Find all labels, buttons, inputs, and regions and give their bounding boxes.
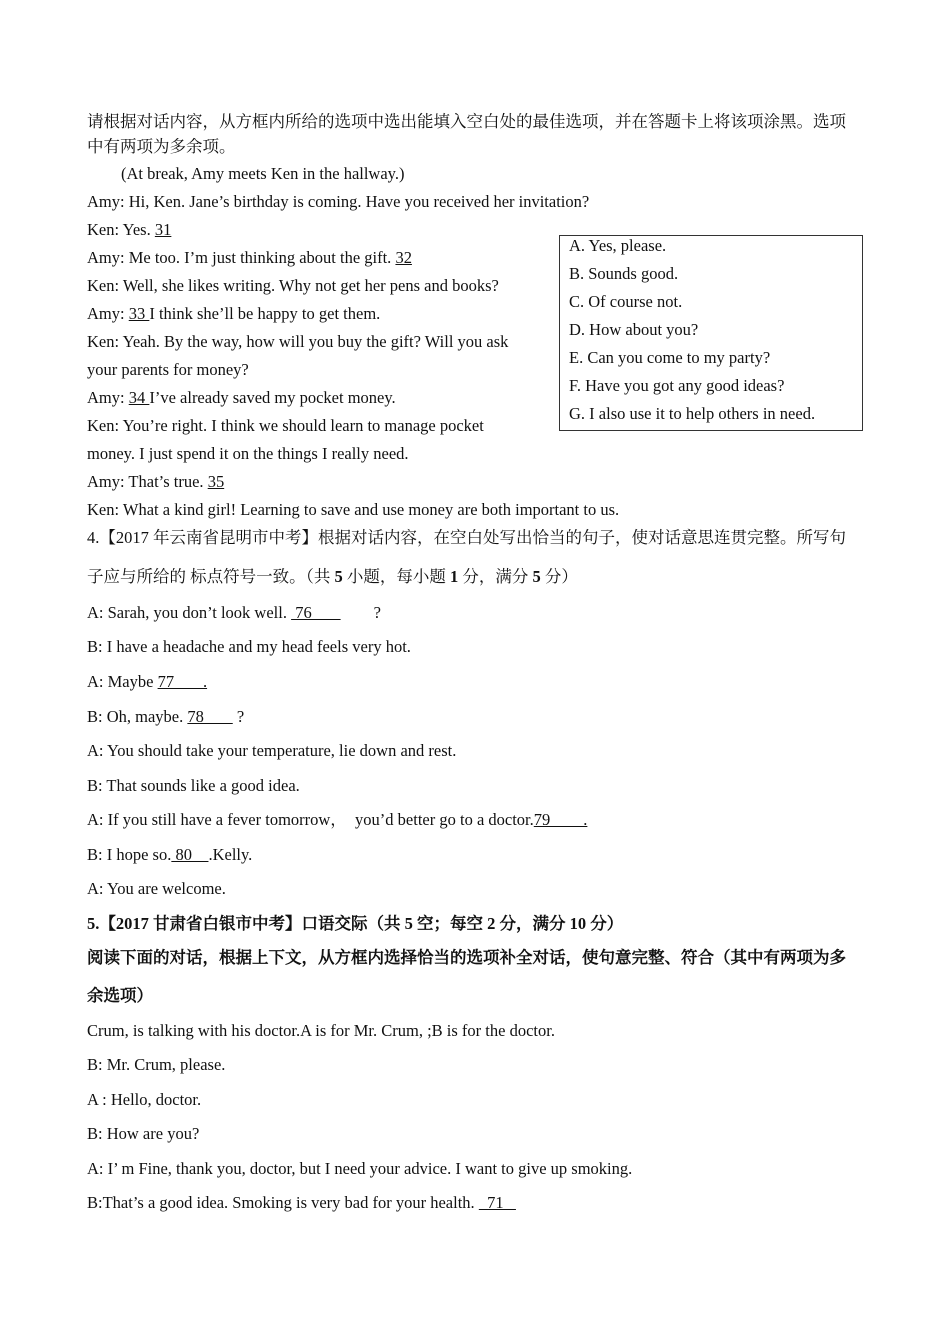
option-g: G. I also use it to help others in need.	[569, 404, 816, 423]
blank-32[interactable]: 32	[395, 248, 412, 267]
blank-35[interactable]: 35	[207, 472, 225, 491]
dialog-line: B: I hope so. 80 .Kelly.	[87, 845, 253, 864]
dialog-line: Ken: You’re right. I think we should learn to manage pocket	[87, 416, 484, 435]
dialog-line: A: I’ m Fine, thank you, doctor, but I need your advice. I want to give up smoking.	[87, 1159, 633, 1178]
dialog-line: B: I have a headache and my head feels very hot.	[87, 637, 411, 656]
dialog-line: B: How are you?	[87, 1124, 200, 1143]
blank-79[interactable]: 79 .	[533, 810, 588, 829]
blank-31[interactable]: 31	[154, 220, 172, 239]
dialog-line: B: Mr. Crum, please.	[87, 1055, 226, 1074]
blank-80[interactable]: 80	[171, 845, 209, 864]
dialog-line: Ken: What a kind girl! Learning to save and use money are both important to us.	[87, 500, 620, 519]
dialog-line: A: Maybe 77 .	[87, 672, 208, 691]
dialog-line: Ken: Well, she likes writing. Why not get her pens and books?	[87, 276, 499, 295]
dialog-line: A: Sarah, you don’t look well. 76 ?	[87, 603, 381, 622]
blank-77[interactable]: 77 .	[157, 672, 208, 691]
section-4-header: 4.【2017 年云南省昆明市中考】根据对话内容，在空白处写出恰当的句子，使对话意思连贯完整。所写句	[87, 528, 846, 547]
dialog-line: B:That’s a good idea. Smoking is very bad for your health. 71	[87, 1193, 516, 1212]
option-f: F. Have you got any good ideas?	[569, 376, 785, 395]
dialog-line: B: That sounds like a good idea.	[87, 776, 300, 795]
dialog-line: money. I just spend it on the things I really need.	[87, 444, 409, 463]
blank-33[interactable]: 33	[128, 304, 150, 323]
dialog-line: A: If you still have a fever tomorrow， you’d better go to a doctor.79 .	[87, 810, 588, 829]
instruction-line-1: 请根据对话内容，从方框内所给的选项中选出能填入空白处的最佳选项，并在答题卡上将该项涂黑。选项	[87, 112, 846, 131]
section-5-instruction-1: 阅读下面的对话，根据上下文，从方框内选择恰当的选项补全对话，使句意完整、符合（其中有两项为多	[87, 948, 846, 967]
dialog-line: Amy: Hi, Ken. Jane’s birthday is coming. Have you received her invitation?	[87, 192, 590, 211]
dialog-line: A: You should take your temperature, lie down and rest.	[87, 741, 457, 760]
dialog-line: Ken: Yeah. By the way, how will you buy the gift? Will you ask	[87, 332, 509, 351]
option-a: A. Yes, please.	[569, 236, 667, 255]
option-b: B. Sounds good.	[569, 264, 679, 283]
dialog-line: Amy: That’s true. 35	[87, 472, 225, 491]
dialog-line: A : Hello, doctor.	[87, 1090, 202, 1109]
blank-34[interactable]: 34	[128, 388, 150, 407]
section-5-instruction-2: 余选项）	[87, 986, 153, 1005]
blank-78[interactable]: 78	[187, 707, 233, 726]
blank-76[interactable]: 76	[291, 603, 341, 622]
scene-note: (At break, Amy meets Ken in the hallway.)	[121, 164, 405, 183]
dialog-line: your parents for money?	[87, 360, 249, 379]
option-c: C. Of course not.	[569, 292, 683, 311]
instruction-line-2: 中有两项为多余项。	[87, 137, 236, 156]
options-box	[559, 235, 863, 431]
blank-71[interactable]: 71	[478, 1193, 516, 1212]
section-5-header: 5.【2017 甘肃省白银市中考】口语交际（共 5 空；每空 2 分，满分 10 分）	[87, 914, 624, 933]
dialog-line: Ken: Yes. 31	[87, 220, 172, 239]
dialog-line: Amy: 33 I think she’ll be happy to get them.	[87, 304, 381, 323]
dialog-line: Amy: Me too. I’m just thinking about the gift. 32	[87, 248, 412, 267]
section-4-header-line-2: 子应与所给的 标点符号一致。（共 5 小题，每小题 1 分，满分 5 分）	[87, 567, 578, 586]
option-e: E. Can you come to my party?	[569, 348, 771, 367]
dialog-line: Amy: 34 I’ve already saved my pocket money.	[87, 388, 396, 407]
dialog-line: A: You are welcome.	[87, 879, 226, 898]
dialog-line: B: Oh, maybe. 78 ?	[87, 707, 245, 726]
dialog-line: Crum, is talking with his doctor.A is for Mr. Crum, ;B is for the doctor.	[87, 1021, 555, 1040]
option-d: D. How about you?	[569, 320, 699, 339]
